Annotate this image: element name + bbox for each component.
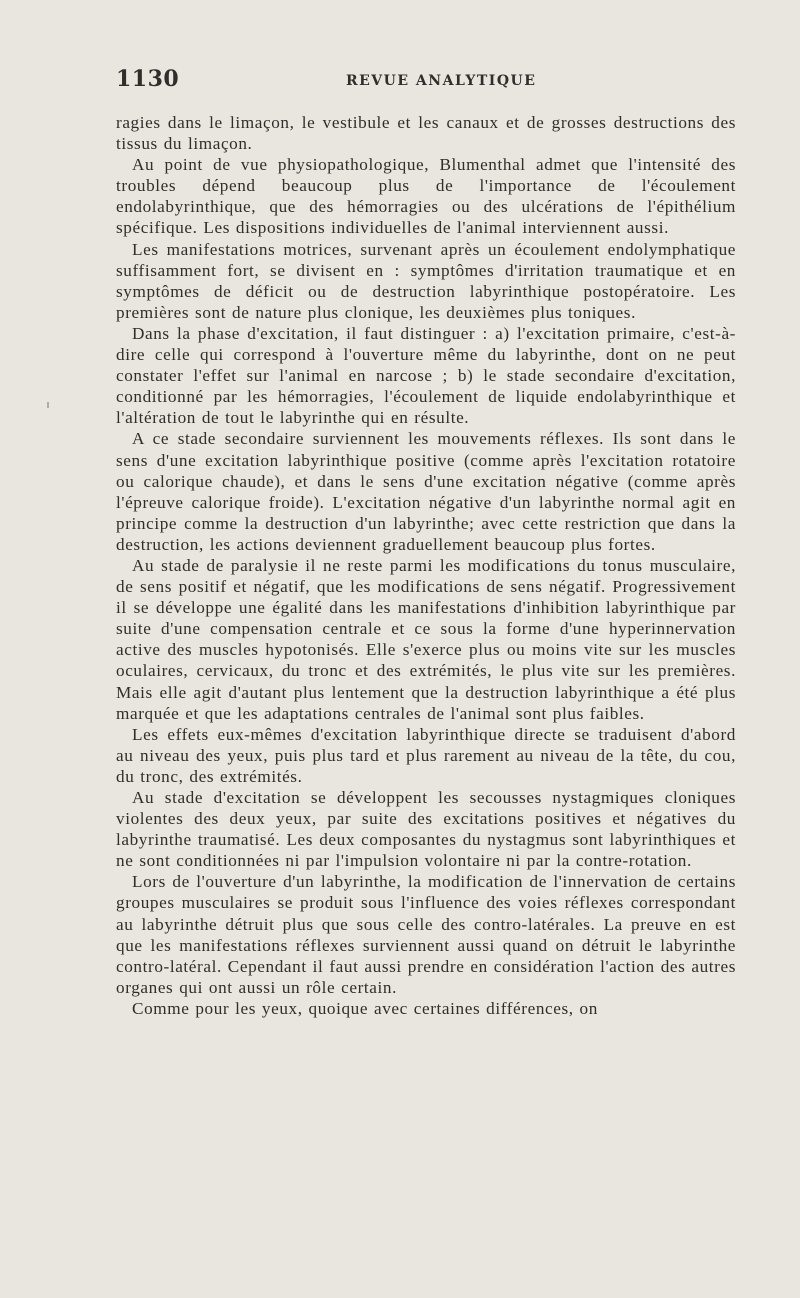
- paragraph: Lors de l'ouverture d'un labyrinthe, la modification de l'innervation de certains groupes musculaires se produit sous l'influence des voies réflexes correspondant au labyrinthe détruit plus que sous celle des contro-latérales. La preuve en est que les manifestations réflexes surviennent aussi quand on détruit le labyrinthe contro-latéral. Cependant il faut aussi prendre en considération l'action des autres organes qui ont aussi un rôle certain.: [116, 872, 736, 997]
- paper-speck: [47, 402, 49, 408]
- page-number: 1130: [116, 66, 180, 92]
- page-header: [116, 66, 736, 96]
- paragraph: Au point de vue physiopathologique, Blumenthal admet que l'intensité des troubles dépend beaucoup plus de l'importance de l'écoulement endolabyrinthique, que des hémorragies ou des ulcérations de l'épithélium spécifique. Les dispositions individuelles de l'animal interviennent aussi.: [116, 155, 736, 238]
- paragraph: Comme pour les yeux, quoique avec certaines différences, on: [132, 998, 598, 1018]
- paragraph: Au stade de paralysie il ne reste parmi les modifications du tonus musculaire, de sens positif et négatif, que les modifications de sens négatif. Progressivement il se développe une égalité dans les manifestations d'inhibition labyrinthique par suite d'une compensation centrale et ce sous la forme d'une hyperinnervation active des muscles hypotonisés. Elle s'exerce plus ou moins vite sur les muscles oculaires, cervicaux, du tronc et des extrémités, le plus vite sur les premières. Mais elle agit d'autant plus lentement que la destruction labyrinthique a été plus marquée et que les adaptations centrales de l'animal sont plus faibles.: [116, 555, 736, 723]
- paragraph: Les effets eux-mêmes d'excitation labyrinthique directe se traduisent d'abord au niveau des yeux, puis plus tard et plus rarement au niveau de la tête, du cou, du tronc, des extrémités.: [116, 724, 736, 786]
- paragraph: A ce stade secondaire surviennent les mouvements réflexes. Ils sont dans le sens d'une excitation labyrinthique positive (comme après l'excitation rotatoire ou calorique chaude), et dans le sens d'une excitation négative (comme après l'épreuve calorique froide). L'excitation négative d'un labyrinthe normal agit en principe comme la destruction d'un labyrinthe; avec cette restriction que dans la destruction, les actions deviennent graduellement beaucoup plus fortes.: [116, 429, 736, 554]
- paragraph: ragies dans le limaçon, le vestibule et les canaux et de grosses destructions des tissus du limaçon.: [116, 113, 736, 154]
- paragraph: Au stade d'excitation se développent les secousses nystagmiques cloniques violentes des deux yeux, par suite des excitations positives et négatives du labyrinthe traumatisé. Les deux composantes du nystagmus sont labyrinthiques et ne sont conditionnées ni par l'impulsion volontaire ni par la contre-rotation.: [116, 788, 736, 871]
- running-title: REVUE ANALYTIQUE: [346, 73, 537, 89]
- paragraph: Les manifestations motrices, survenant après un écoulement endolymphatique suffisamment fort, se divisent en : symptômes d'irritation traumatique et en symptômes de déficit ou de destruction labyrinthique postopératoire. Les premières sont de nature plus clonique, les deuxièmes plus toniques.: [116, 239, 736, 322]
- paragraph: Dans la phase d'excitation, il faut distinguer : a) l'excitation primaire, c'est-à-dire celle qui correspond à l'ouverture même du labyrinthe, dont on ne peut constater l'effet sur l'animal en narcose ; b) le stade secondaire d'excitation, conditionné par les hémorragies, l'écoulement de liquide endolabyrinthique et l'altération de tout le labyrinthe qui en résulte.: [116, 323, 736, 428]
- body-text: [116, 112, 736, 1019]
